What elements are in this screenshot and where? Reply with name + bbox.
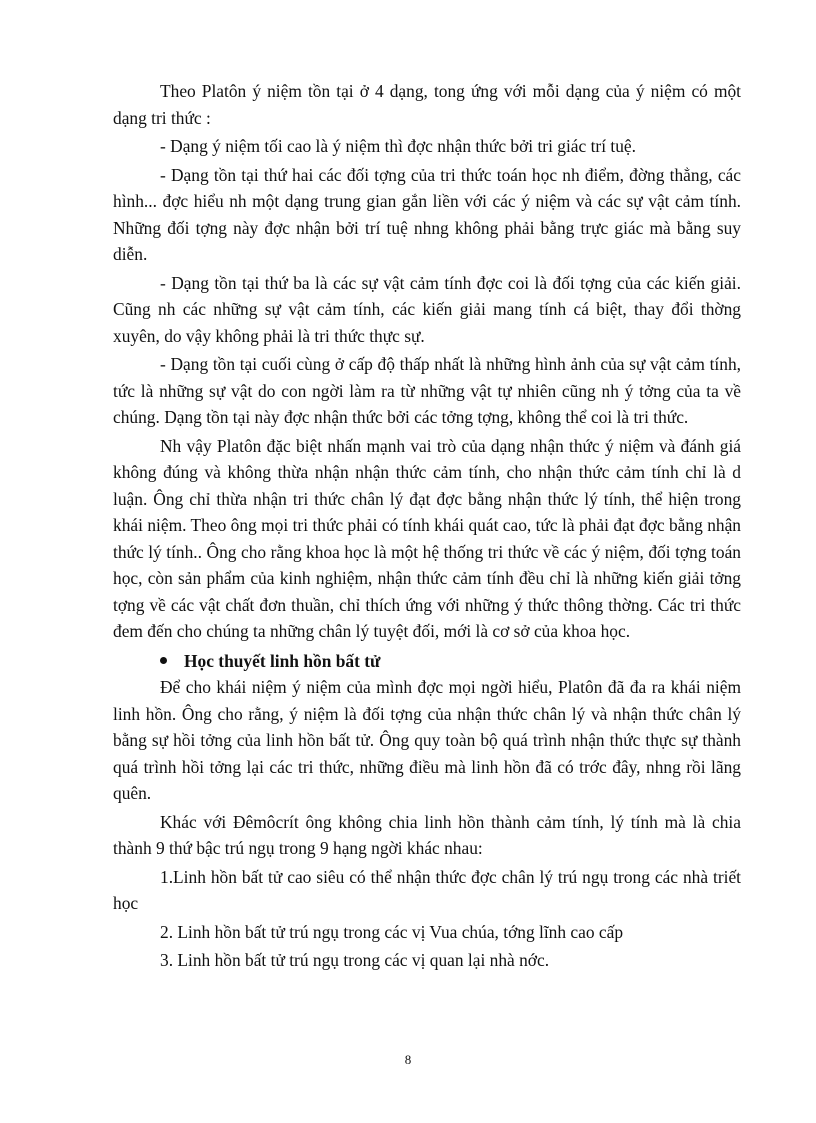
paragraph-form-3: - Dạng tồn tại thứ ba là các sự vật cảm tính đợc coi là đối tợng của các kiến giải. Cũng nh các những sự vật cảm tính, các kiến giải mang tính cá biệt, thay đổi thờng xuyên, do vậy không phải là tri thức thực sự. <box>113 272 741 346</box>
document-body <box>113 78 741 974</box>
paragraph-form-1: - Dạng ý niệm tối cao là ý niệm thì đợc nhận thức bởi tri giác trí tuệ. <box>160 136 636 156</box>
paragraph-summary: Nh vậy Platôn đặc biệt nhấn mạnh vai trò của dạng nhận thức ý niệm và đánh giá không đúng và không thừa nhận nhận thức cảm tính, cho nhận thức cảm tính chỉ là d luận. Ông chỉ thừa nhận tri thức chân lý đạt đợc bằng nhận thức lý tính, thể hiện trong khái niệm. Theo ông mọi tri thức phải có tính khái quát cao, tức là phải đạt đợc bằng nhận thức lý tính.. Ông cho rằng khoa học là một hệ thống tri thức về các ý niệm, đối tợng toán học, còn sản phẩm của kinh nghiệm, nhận thức cảm tính đều chỉ là những kiến giải tởng tợng về các vật chất đơn thuần, chỉ thích ứng với những ý thức thông thờng. Các tri thức đem đến cho chúng ta những chân lý tuyệt đối, mới là cơ sở của khoa học. <box>113 435 741 641</box>
bullet-icon <box>160 657 167 664</box>
paragraph-soul-concept: Để cho khái niệm ý niệm của mình đợc mọi ngời hiểu, Platôn đã đa ra khái niệm linh hồn. Ông cho rằng, ý niệm là đối tợng của nhận thức chân lý và nhận thức chân lý bằng sự hồi tởng của linh hồn bất tử. Ông quy toàn bộ quá trình nhận thức thực sự thành quá trình hồi tởng lại các tri thức, những điều mà linh hồn đã có trớc đây, nhng rồi lãng quên. <box>113 677 741 803</box>
paragraph-soul-hierarchy: Khác với Đêmôcrít ông không chia linh hồn thành cảm tính, lý tính mà là chia thành 9 thứ bậc trú ngụ trong 9 hạng ngời khác nhau: <box>113 811 741 858</box>
list-item: 1.Linh hồn bất tử cao siêu có thể nhận thức đợc chân lý trú ngụ trong các nhà triết học <box>113 866 741 913</box>
section-heading-text: Học thuyết linh hồn bất tử <box>184 650 381 671</box>
list-item: 2. Linh hồn bất tử trú ngụ trong các vị Vua chúa, tớng lĩnh cao cấp <box>160 921 624 942</box>
paragraph-form-4: - Dạng tồn tại cuối cùng ở cấp độ thấp nhất là những hình ảnh của sự vật cảm tính, tức là những sự vật do con ngời làm ra từ những vật tự nhiên cũng nh ý tởng của ta về chúng. Dạng tồn tại này đợc nhận thức bởi các tởng tợng, không thể coi là tri thức. <box>113 354 741 427</box>
list-item: 3. Linh hồn bất tử trú ngụ trong các vị quan lại nhà nớc. <box>160 950 550 970</box>
section-heading <box>113 648 741 675</box>
page-number: 8 <box>404 1052 412 1067</box>
paragraph-form-2: - Dạng tồn tại thứ hai các đối tợng của tri thức toán học nh điểm, đờng thẳng, các hình... đợc hiểu nh một dạng trung gian gắn liền với các ý niệm và các sự vật cảm tính. Những đối tợng này đợc nhận bởi trí tuệ nhng không phải bằng trực giác mà bằng suy diễn. <box>113 164 741 264</box>
paragraph-intro: Theo Platôn ý niệm tồn tại ở 4 dạng, tong ứng với mỗi dạng của ý niệm có một dạng tri thức : <box>113 81 741 128</box>
